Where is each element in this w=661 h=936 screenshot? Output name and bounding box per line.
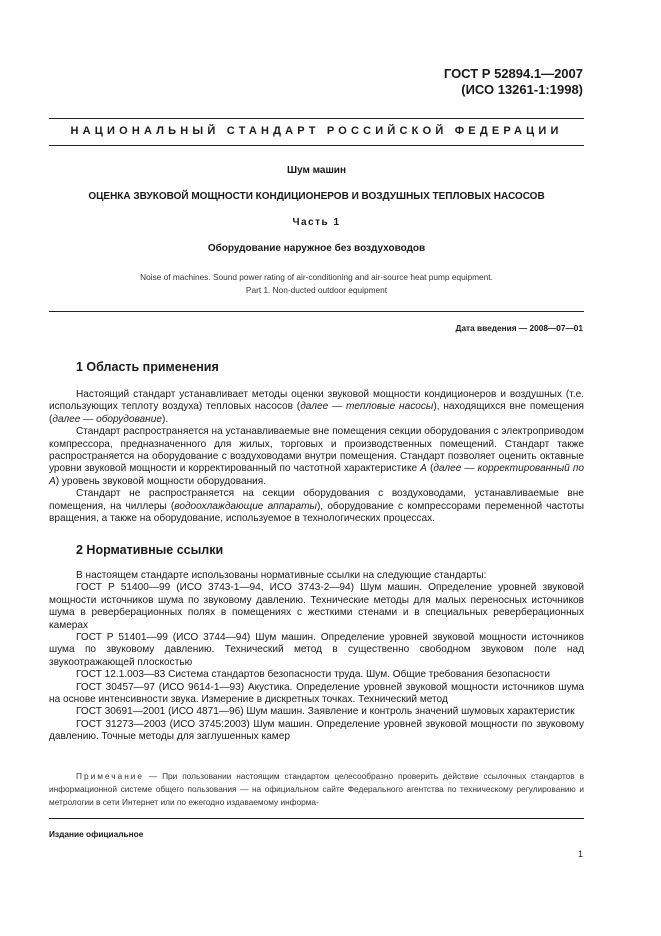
national-standard-banner: НАЦИОНАЛЬНЫЙ СТАНДАРТ РОССИЙСКОЙ ФЕДЕРАЦИИ [70, 125, 563, 137]
section-1-heading: 1 Область применения [76, 360, 219, 374]
section-2-heading: 2 Нормативные ссылки [76, 543, 224, 557]
top-rule-lower [49, 145, 584, 146]
title-part-name: Оборудование наружное без воздуховодов [207, 243, 426, 254]
document-designation [444, 66, 583, 98]
title-part: Часть 1 [292, 217, 341, 228]
section-1-paragraph-2: Стандарт распространяется на устанавливаемые вне помещения секции оборудования с электроприводом компрессора, предназначенного для жилых, торговых и производственных помещений. Стандарт также распространяется на оборудование с воздуховодами внутри помещения. Стандарт позволяет оценить октавные уровни звуковой мощности и корректированный по частотной характеристике А (далее — корректированный по А) уровень звуковой мощности оборудования. [49, 426, 584, 487]
reference-item: ГОСТ Р 51401—99 (ИСО 3744—94) Шум машин. Определение уровней звуковой мощности источников шума по звуковому давлению. Технический метод в существенно свободном звуковом поле над звукоотражающей плоскостью [49, 632, 584, 668]
section-1-body [49, 389, 584, 525]
title-rule [49, 311, 584, 312]
note-label: Примечание [76, 771, 145, 781]
note [49, 770, 584, 809]
reference-item: ГОСТ 12.1.003—83 Система стандартов безопасности труда. Шум. Общие требования безопасности [76, 669, 551, 681]
note-text: — При пользовании настоящим стандартом целесообразно проверить действие ссылочных стандартов в информационной системе общего пользования — на официальном сайте Федерального агентства по техническому регулированию и метрологии в сети Интернет или по ежегодно издаваемому информа- [49, 771, 584, 807]
iso-number: (ИСО 13261-1:1998) [461, 82, 583, 97]
english-title-line2: Part 1. Non-ducted outdoor equipment [245, 285, 388, 295]
reference-item: ГОСТ 30691—2001 (ИСО 4871—96) Шум машин. Заявление и контроль значений шумовых характеристик [76, 706, 575, 718]
section-2-intro: В настоящем стандарте использованы нормативные ссылки на следующие стандарты: [76, 570, 487, 581]
title-main: ОЦЕНКА ЗВУКОВОЙ МОЩНОСТИ КОНДИЦИОНЕРОВ И ВОЗДУШНЫХ ТЕПЛОВЫХ НАСОСОВ [88, 191, 545, 202]
reference-item: ГОСТ 30457—97 (ИСО 9614-1—93) Акустика. Определение уровней звуковой мощности источников шума на основе интенсивности звука. Измерение в дискретных точках. Технический метод [49, 681, 584, 706]
official-edition: Издание официальное [49, 829, 144, 839]
top-rule-upper [49, 118, 584, 119]
reference-item: ГОСТ 31273—2003 (ИСО 3745:2003) Шум машин. Определение уровней звуковой мощности по звуковому давлению. Точные методы для заглушенных камер [49, 718, 584, 743]
title-group: Шум машин [286, 165, 346, 176]
page-number: 1 [577, 849, 583, 859]
section-1-paragraph-1: Настоящий стандарт устанавливает методы оценки звуковой мощности кондиционеров и воздушных (т.е. использующих теплоту воздуха) тепловых насосов (далее — тепловые насосы), находящихся вне помещения (далее — оборудование). [49, 389, 584, 425]
reference-item: ГОСТ Р 51400—99 (ИСО 3743-1—94, ИСО 3743-2—94) Шум машин. Определение уровней звуковой мощности источников шума по звуковому давлению. Технические методы для малых переносных источников шума в реверберационных полях в помещениях с жесткими стенами и в специальных реверберационных камерах [49, 582, 584, 631]
gost-number: ГОСТ Р 52894.1—2007 [443, 66, 583, 81]
english-title-line1: Noise of machines. Sound power rating of air-conditioning and air-source heat pump equipment. [140, 272, 493, 282]
footer-rule [49, 818, 584, 819]
section-1-paragraph-3: Стандарт не распространяется на секции оборудования с воздуховодами, устанавливаемые вне помещения, на чиллеры (водоохлаждающие аппараты), оборудование с компрессорами переменной частоты вращения, а также на оборудование, используемое в технологических процессах. [49, 488, 585, 525]
section-2-body [49, 570, 584, 744]
introduction-date: Дата введения — 2008—07—01 [455, 323, 583, 333]
